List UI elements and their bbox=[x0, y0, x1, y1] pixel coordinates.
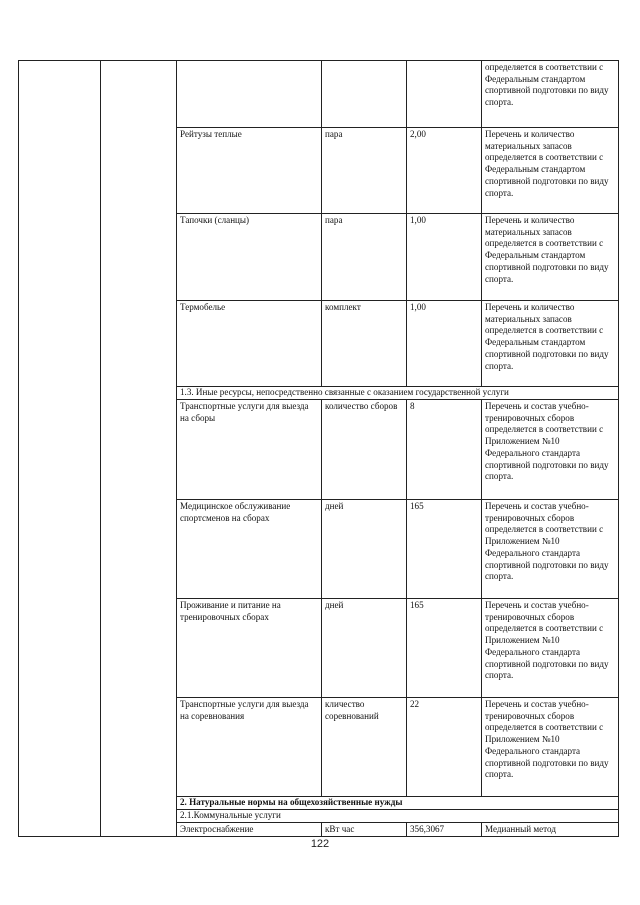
unit-cell: пара bbox=[322, 214, 407, 301]
subsection-heading: 2.1.Коммунальные услуги bbox=[177, 810, 619, 823]
note-cell: определяется в соответствии с Федеральным стандартом спортивной подготовки по виду спорта. bbox=[482, 61, 619, 128]
value-cell: 1,00 bbox=[407, 301, 482, 387]
value-cell: 1,00 bbox=[407, 214, 482, 301]
left-blank-column-2 bbox=[101, 61, 177, 837]
unit-cell: кВт час bbox=[322, 823, 407, 837]
unit-cell: пара bbox=[322, 128, 407, 214]
resource-name-cell: Транспортные услуги для выезда на сборы bbox=[177, 400, 322, 500]
table-row bbox=[19, 61, 619, 128]
left-blank-column-1 bbox=[19, 61, 101, 837]
section-heading-text: 2. Натуральные нормы на общехозяйственные нужды bbox=[180, 797, 403, 807]
resource-name-cell: Рейтузы теплые bbox=[177, 128, 322, 214]
resource-name-cell bbox=[177, 61, 322, 128]
value-cell: 8 bbox=[407, 400, 482, 500]
value-cell: 165 bbox=[407, 500, 482, 599]
resource-name-cell: Электроснабжение bbox=[177, 823, 322, 837]
value-cell bbox=[407, 61, 482, 128]
unit-cell: количество сборов bbox=[322, 400, 407, 500]
note-cell: Перечень и количество материальных запасов определяется в соответствии с Федеральным стандартом спортивной подготовки по виду спорта. bbox=[482, 301, 619, 387]
unit-cell: комплект bbox=[322, 301, 407, 387]
value-cell: 356,3067 bbox=[407, 823, 482, 837]
resource-name-cell: Термобелье bbox=[177, 301, 322, 387]
resource-name-cell: Проживание и питание на тренировочных сборах bbox=[177, 599, 322, 698]
subsection-heading: 1.3. Иные ресурсы, непосредственно связанные с оказанием государственной услуги bbox=[177, 387, 619, 400]
resource-name-cell: Тапочки (сланцы) bbox=[177, 214, 322, 301]
section-heading bbox=[177, 797, 619, 810]
value-cell: 2,00 bbox=[407, 128, 482, 214]
note-cell: Перечень и состав учебно-тренировочных сборов определяется в соответствии с Приложением №10 Федерального стандарта спортивной подготовки по виду спорта. bbox=[482, 500, 619, 599]
unit-cell: дней bbox=[322, 500, 407, 599]
note-cell: Медианный метод bbox=[482, 823, 619, 837]
page-number: 122 bbox=[310, 838, 330, 850]
unit-cell bbox=[322, 61, 407, 128]
unit-cell: кличество соревнований bbox=[322, 698, 407, 797]
note-cell: Перечень и состав учебно-тренировочных сборов определяется в соответствии с Приложением №10 Федерального стандарта спортивной подготовки по виду спорта. bbox=[482, 400, 619, 500]
unit-cell: дней bbox=[322, 599, 407, 698]
norms-table bbox=[18, 60, 619, 837]
note-cell: Перечень и количество материальных запасов определяется в соответствии с Федеральным стандартом спортивной подготовки по виду спорта. bbox=[482, 128, 619, 214]
value-cell: 22 bbox=[407, 698, 482, 797]
value-cell: 165 bbox=[407, 599, 482, 698]
resource-name-cell: Транспортные услуги для выезда на соревнования bbox=[177, 698, 322, 797]
norms-table-body bbox=[19, 61, 619, 837]
note-cell: Перечень и состав учебно-тренировочных сборов определяется в соответствии с Приложением №10 Федерального стандарта спортивной подготовки по виду спорта. bbox=[482, 599, 619, 698]
note-cell: Перечень и состав учебно-тренировочных сборов определяется в соответствии с Приложением №10 Федерального стандарта спортивной подготовки по виду спорта. bbox=[482, 698, 619, 797]
note-cell: Перечень и количество материальных запасов определяется в соответствии с Федеральным стандартом спортивной подготовки по виду спорта. bbox=[482, 214, 619, 301]
resource-name-cell: Медицинское обслуживание спортсменов на сборах bbox=[177, 500, 322, 599]
